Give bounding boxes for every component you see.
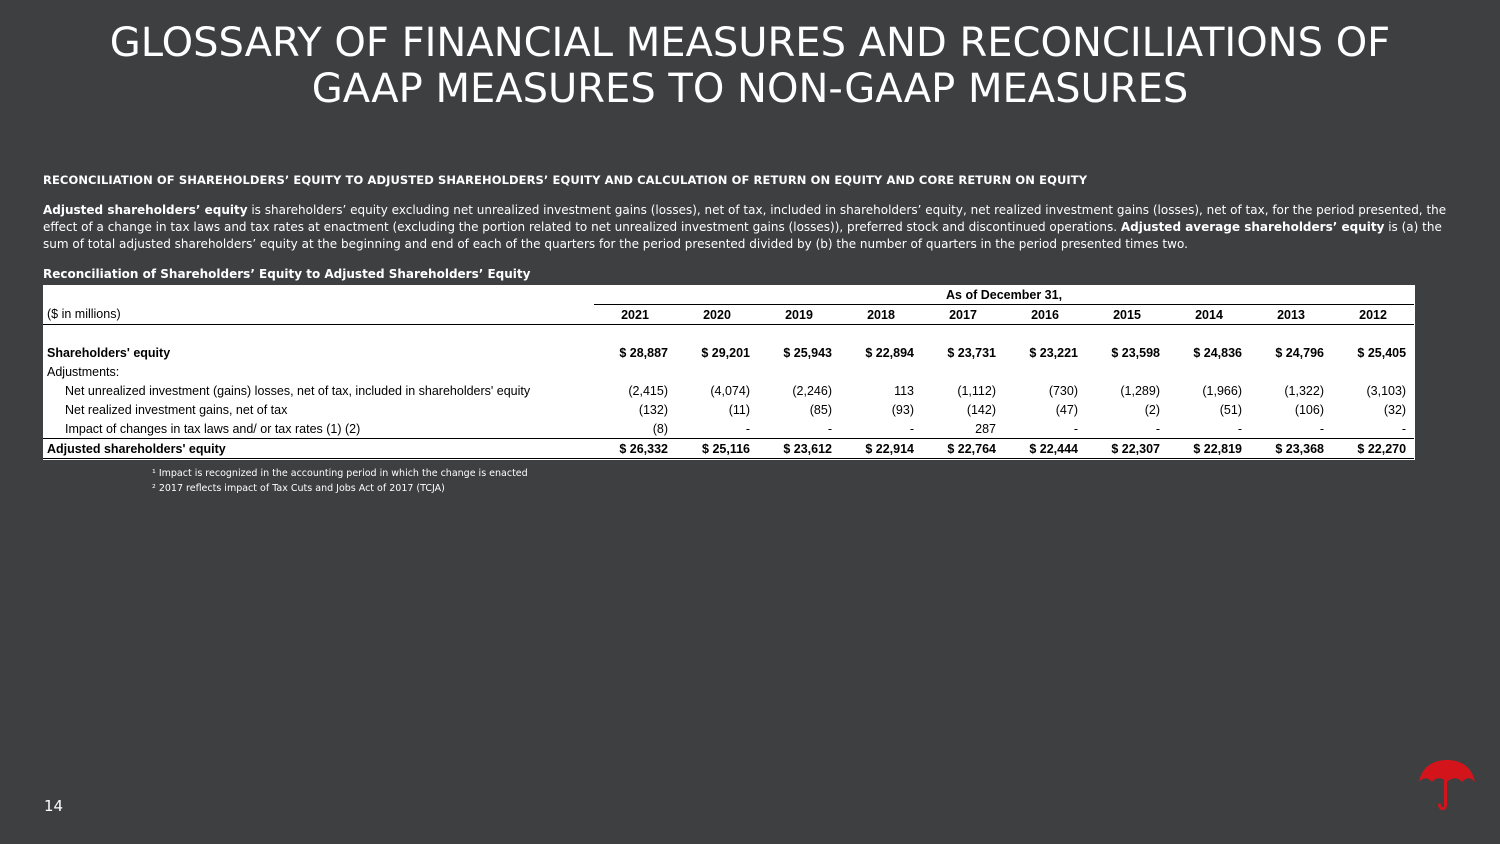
page-title-line-1: GLOSSARY OF FINANCIAL MEASURES AND RECONCILIATIONS OF <box>109 20 1391 66</box>
year-header: 2019 <box>758 305 840 325</box>
table-cell: - <box>1237 421 1242 436</box>
row-label: Impact of changes in tax laws and/ or tax rates (1) (2) <box>65 421 361 436</box>
table-cell: (142) <box>966 402 996 417</box>
definition-term-adjusted-equity: Adjusted shareholders’ equity <box>43 203 248 217</box>
table-cell: $ 25,943 <box>783 345 832 360</box>
unit-label: ($ in millions) <box>43 305 594 325</box>
table-cell: $ 22,914 <box>840 439 922 459</box>
table-cell-empty <box>594 362 676 381</box>
table-cell: (2,246) <box>792 383 832 398</box>
footnote-1: ¹ Impact is recognized in the accounting period in which the change is enacted <box>152 468 528 479</box>
table-cell: $ 22,894 <box>865 345 914 360</box>
page-title-line-2: GAAP MEASURES TO NON-GAAP MEASURES <box>311 66 1189 112</box>
section-heading: RECONCILIATION OF SHAREHOLDERS’ EQUITY TO ADJUSTED SHAREHOLDERS’ EQUITY AND CALCULATION OF RETURN ON EQUITY AND CORE RETURN ON EQUITY <box>43 173 1088 187</box>
footnotes <box>152 466 528 496</box>
table-cell: (85) <box>809 402 832 417</box>
table-title: Reconciliation of Shareholders’ Equity to Adjusted Shareholders’ Equity <box>43 267 531 281</box>
table-cell: (47) <box>1055 402 1078 417</box>
year-header: 2015 <box>1086 305 1168 325</box>
page-title <box>0 20 1500 112</box>
year-header: 2014 <box>1168 305 1250 325</box>
table-row-adjusted-total <box>43 439 1414 459</box>
table-cell: $ 23,731 <box>947 345 996 360</box>
table-super-header: As of December 31, <box>594 285 1414 305</box>
table-cell: $ 22,444 <box>1004 439 1086 459</box>
table-cell-empty <box>758 362 840 381</box>
table-super-header-row <box>43 285 1414 305</box>
year-header: 2018 <box>840 305 922 325</box>
table-cell-empty <box>840 362 922 381</box>
row-label: Adjusted shareholders' equity <box>43 439 594 459</box>
table-cell: (3,103) <box>1366 383 1407 398</box>
page-number: 14 <box>44 797 64 815</box>
table-cell: $ 24,796 <box>1275 345 1324 360</box>
table-row-adjustments-heading <box>43 362 1414 381</box>
definition-paragraph <box>43 202 1463 253</box>
table-cell: (51) <box>1219 402 1242 417</box>
table-cell: $ 22,307 <box>1086 439 1168 459</box>
table-cell: (1,966) <box>1202 383 1242 398</box>
adjustments-label: Adjustments: <box>47 364 120 379</box>
table-spacer <box>43 325 1414 344</box>
year-header: 2021 <box>594 305 676 325</box>
table-cell: $ 26,332 <box>594 439 676 459</box>
reconciliation-table <box>43 285 1414 459</box>
table-cell: $ 23,368 <box>1250 439 1332 459</box>
table-cell-empty <box>1168 362 1250 381</box>
table-cell: (32) <box>1383 402 1407 417</box>
table-cell: 287 <box>975 421 996 436</box>
row-label: Shareholders' equity <box>47 345 171 360</box>
table-cell: 113 <box>894 383 914 398</box>
table-cell-empty <box>1086 362 1168 381</box>
table-row-adjustment <box>43 419 1414 439</box>
row-label: Net unrealized investment (gains) losses, net of tax, included in shareholders' equity <box>65 383 531 398</box>
year-header: 2016 <box>1004 305 1086 325</box>
table-cell: (4,074) <box>710 383 750 398</box>
table-cell: - <box>827 421 832 436</box>
table-row-shareholders-equity <box>43 343 1414 362</box>
reconciliation-table-panel <box>43 285 1415 460</box>
table-cell-empty <box>1332 362 1414 381</box>
table-cell: - <box>745 421 750 436</box>
year-header: 2012 <box>1332 305 1414 325</box>
table-spacer-row <box>43 325 1414 344</box>
table-cell: $ 25,405 <box>1357 345 1407 360</box>
definition-term-adjusted-average-equity: Adjusted average shareholders’ equity <box>1120 220 1385 234</box>
table-cell: - <box>909 421 914 436</box>
definition-text-2: is (a) the sum of total adjusted shareholders’ equity at the beginning and end of each of the quarters for the period presented divided by (b) the number of quarters in the period presented times two. <box>43 220 1442 251</box>
year-header: 2017 <box>922 305 1004 325</box>
table-cell: (11) <box>728 402 750 417</box>
table-cell: (1,322) <box>1284 383 1324 398</box>
table-cell: (2,415) <box>628 383 668 398</box>
table-cell: $ 23,221 <box>1029 345 1078 360</box>
footnote-2: ² 2017 reflects impact of Tax Cuts and Jobs Act of 2017 (TCJA) <box>152 483 445 494</box>
table-cell: - <box>1401 421 1407 436</box>
table-cell: (2) <box>1144 402 1160 417</box>
table-cell: $ 22,270 <box>1332 439 1414 459</box>
table-cell: $ 23,612 <box>758 439 840 459</box>
umbrella-icon <box>1418 758 1476 814</box>
table-cell: $ 22,764 <box>922 439 1004 459</box>
year-header: 2013 <box>1250 305 1332 325</box>
table-cell: $ 29,201 <box>701 345 750 360</box>
table-cell: - <box>1319 421 1324 436</box>
table-cell: $ 23,598 <box>1111 345 1160 360</box>
table-cell: $ 25,116 <box>676 439 758 459</box>
table-cell: $ 28,887 <box>619 345 668 360</box>
table-cell-empty <box>1250 362 1332 381</box>
definition-text-1: is shareholders’ equity excluding net unrealized investment gains (losses), net of tax, included in shareholders’ equity, net realized investment gains (losses), net of tax, for the period presented, the effect of a change in tax laws and tax rates at enactment (excluding the portion related to net unrealized investment gains (losses)), preferred stock and discontinued operations. <box>43 203 1447 234</box>
table-cell: (132) <box>638 402 668 417</box>
table-super-header-blank <box>43 285 594 305</box>
table-cell: (730) <box>1048 383 1078 398</box>
table-cell: $ 24,836 <box>1193 345 1242 360</box>
row-label: Net realized investment gains, net of tax <box>65 402 288 417</box>
table-cell: - <box>1155 421 1160 436</box>
table-cell: (106) <box>1294 402 1324 417</box>
table-cell-empty <box>676 362 758 381</box>
table-cell-empty <box>1004 362 1086 381</box>
table-cell: (8) <box>652 421 668 436</box>
table-cell: $ 22,819 <box>1168 439 1250 459</box>
table-row-adjustment <box>43 381 1414 400</box>
table-cell: (93) <box>891 402 914 417</box>
table-row-adjustment <box>43 400 1414 419</box>
table-cell: - <box>1073 421 1078 436</box>
table-cell-empty <box>922 362 1004 381</box>
year-header: 2020 <box>676 305 758 325</box>
table-header-row <box>43 305 1414 325</box>
table-cell: (1,289) <box>1120 383 1160 398</box>
table-cell: (1,112) <box>957 383 996 398</box>
